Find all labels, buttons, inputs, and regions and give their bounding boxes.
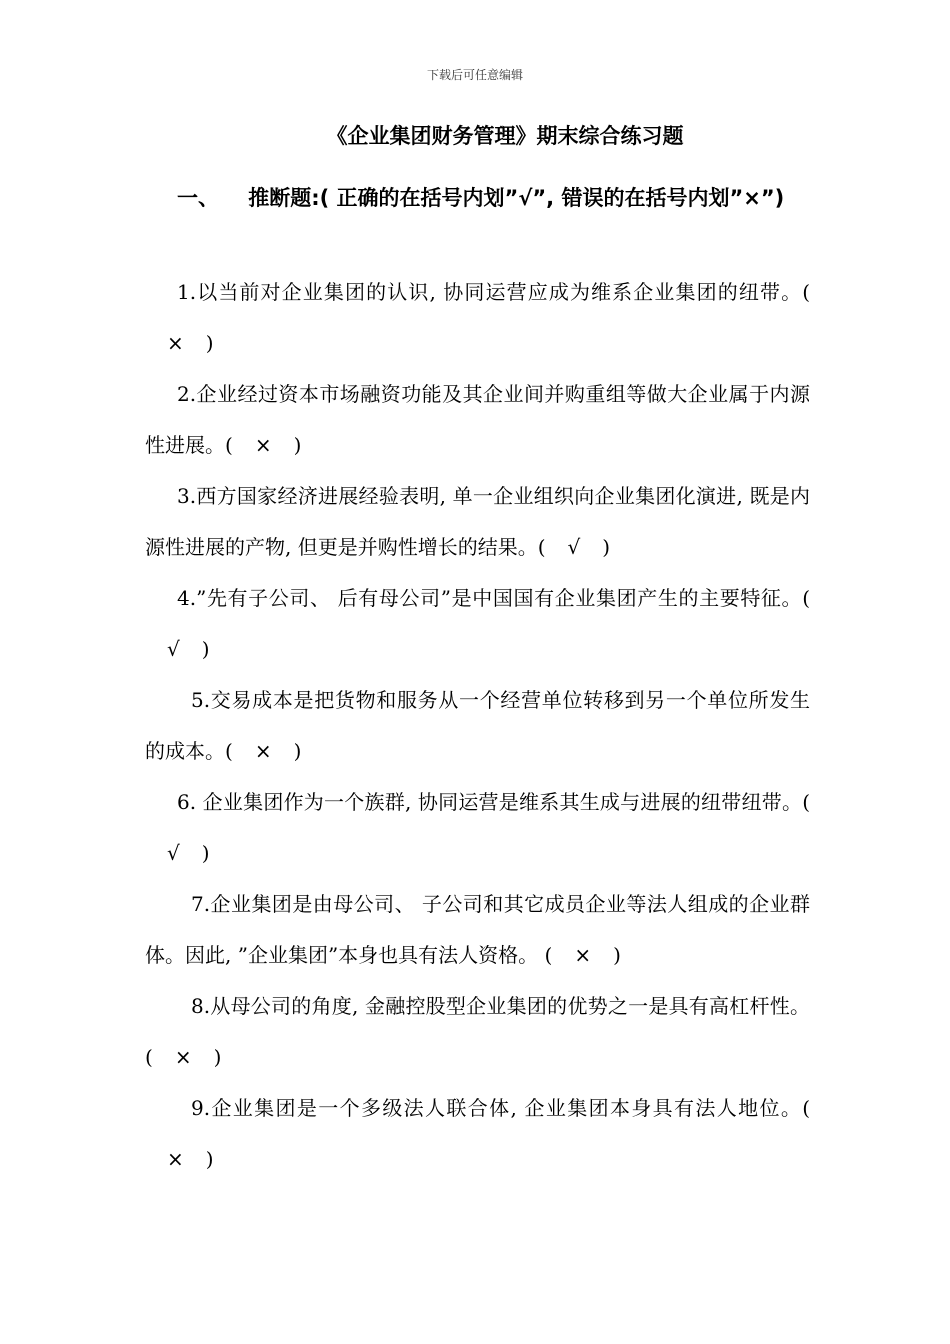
answer-mark: √ <box>167 841 180 865</box>
question-item <box>145 981 810 1083</box>
question-item <box>145 675 810 777</box>
answer-mark: √ <box>567 535 581 559</box>
answer-close-paren: ) <box>201 841 210 865</box>
question-text: 企业集团作为一个族群, 协同运营是维系其生成与进展的纽带纽带。 <box>196 790 803 814</box>
section-heading <box>145 172 810 224</box>
answer-close-paren: ) <box>602 535 611 559</box>
section-heading-text: 推断题:( 正确的在括号内划”√”, 错误的在括号内划”×”) <box>248 186 785 210</box>
question-text: 交易成本是把货物和服务从一个经营单位转移到另一个单位所发生的成本。 <box>145 688 810 763</box>
question-number: 2. <box>177 382 197 406</box>
page-header-note: 下载后可任意编辑 <box>426 68 523 82</box>
answer-close-paren: ) <box>205 331 214 355</box>
document-title: 《企业集团财务管理》期末综合练习题 <box>326 124 684 148</box>
question-item <box>145 471 810 573</box>
question-text: 企业集团是由母公司、 子公司和其它成员企业等法人组成的企业群体。因此, ”企业集团”本身也具有法人资格。 <box>145 892 810 967</box>
question-text: 以当前对企业集团的认识, 协同运营应成为维系企业集团的纽带。 <box>196 280 803 304</box>
answer-close-paren: ) <box>213 1045 222 1069</box>
question-item <box>145 267 810 369</box>
answer-close-paren: ) <box>293 739 302 763</box>
answer-open-paren: ( <box>802 280 810 304</box>
section-number: 一、 <box>177 186 219 210</box>
question-text: ”先有子公司、 后有母公司”是中国国有企业集团产生的主要特征。 <box>196 586 803 610</box>
question-item <box>145 369 810 471</box>
answer-close-paren: ) <box>613 943 621 967</box>
question-text: 从母公司的角度, 金融控股型企业集团的优势之一是具有高杠杆性。 <box>210 994 810 1018</box>
question-text: 西方国家经济进展经验表明, 单一企业组织向企业集团化演进, 既是内源性进展的产物, 但更是并购性增长的结果。 <box>145 484 810 559</box>
answer-open-paren: ( <box>544 943 553 967</box>
question-item <box>145 1083 810 1185</box>
answer-open-paren: ( <box>225 433 233 457</box>
answer-mark: × <box>254 433 272 457</box>
question-text: 企业集团是一个多级法人联合体, 企业集团本身具有法人地位。 <box>210 1096 803 1120</box>
answer-open-paren: ( <box>537 535 546 559</box>
question-number: 1. <box>177 280 197 304</box>
question-item <box>145 777 810 879</box>
answer-mark: × <box>254 739 272 763</box>
question-number: 6. <box>177 790 197 814</box>
answer-close-paren: ) <box>293 433 302 457</box>
answer-open-paren: ( <box>802 1096 810 1120</box>
answer-mark: √ <box>167 637 180 661</box>
question-number: 9. <box>191 1096 211 1120</box>
question-number: 5. <box>191 688 211 712</box>
question-number: 7. <box>191 892 211 916</box>
answer-mark: × <box>167 1147 184 1171</box>
answer-open-paren: ( <box>225 739 233 763</box>
question-number: 8. <box>191 994 211 1018</box>
question-number: 3. <box>177 484 197 508</box>
question-text: 企业经过资本市场融资功能及其企业间并购重组等做大企业属于内源性进展。 <box>145 382 810 457</box>
answer-open-paren: ( <box>802 790 810 814</box>
answer-mark: × <box>167 331 184 355</box>
question-item <box>145 573 810 675</box>
answer-open-paren: ( <box>802 586 810 610</box>
question-item <box>145 879 810 981</box>
answer-close-paren: ) <box>201 637 210 661</box>
answer-close-paren: ) <box>205 1147 214 1171</box>
answer-open-paren: ( <box>145 1045 153 1069</box>
question-number: 4. <box>177 586 197 610</box>
question-list <box>145 267 810 1185</box>
answer-mark: × <box>574 943 592 967</box>
answer-mark: × <box>174 1045 192 1069</box>
